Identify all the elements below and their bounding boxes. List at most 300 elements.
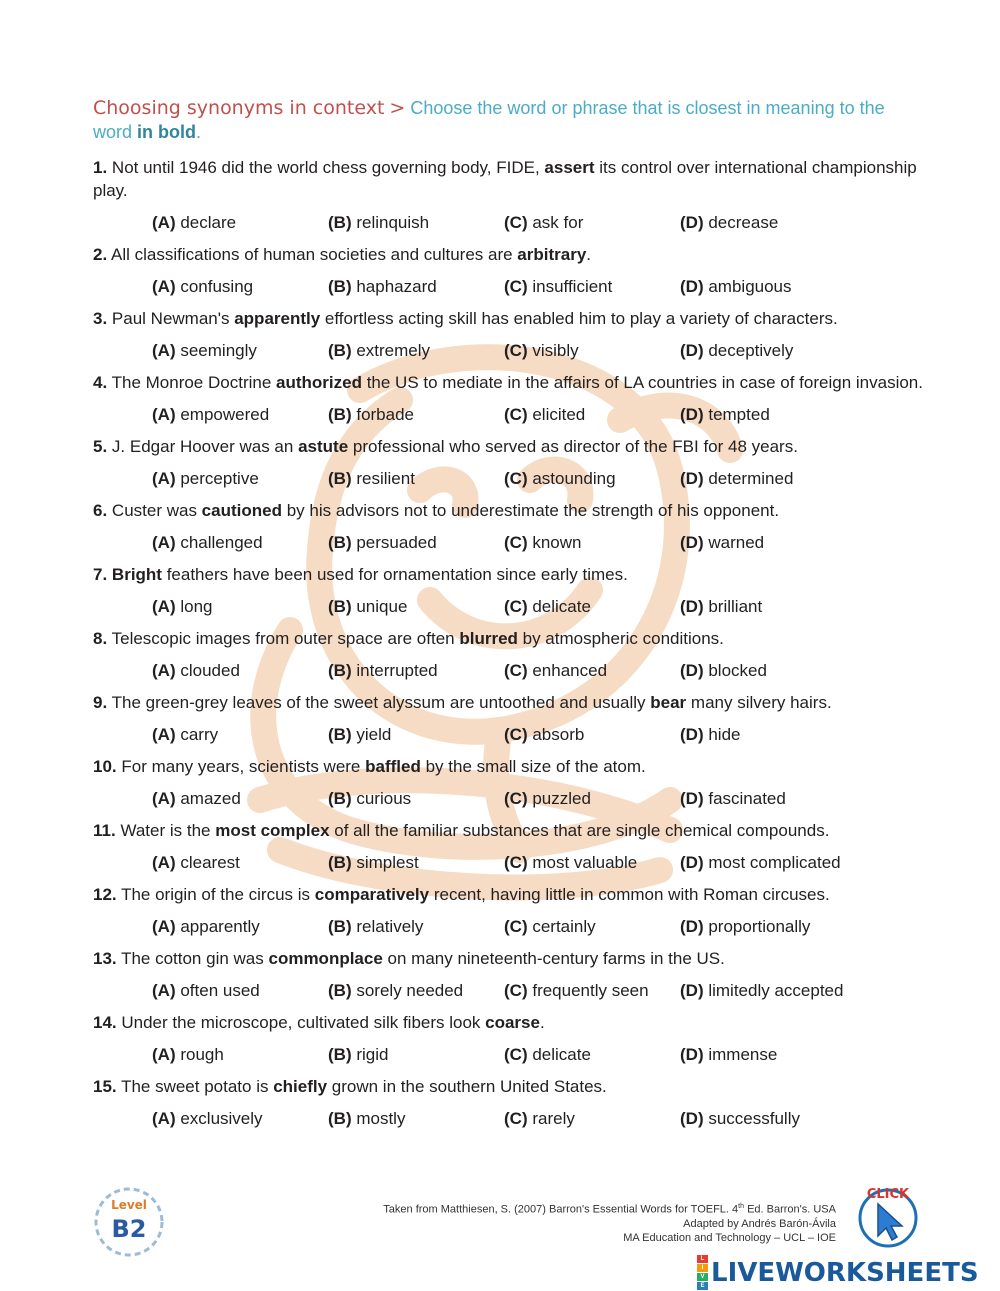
option-text: challenged [180,533,263,552]
option-text: known [532,533,582,552]
option-text: rigid [356,1045,389,1064]
option-letter: (D) [680,725,704,744]
question-pre: The sweet potato is [121,1077,274,1096]
question-pre: The green-grey leaves of the sweet alyssum are untoothed and usually [111,693,651,712]
question-pre: Paul Newman's [111,309,235,328]
question-keyword: blurred [459,629,518,648]
question-post: of all the familiar substances that are single chemical compounds. [329,821,830,840]
question-post: on many nineteenth-century farms in the US. [382,949,725,968]
option-text: haphazard [356,277,437,296]
question-pre: Custer was [111,501,202,520]
option-letter: (D) [680,405,704,424]
answer-option[interactable] [504,979,680,1002]
option-letter: (A) [152,341,176,360]
answer-option[interactable] [328,339,504,362]
answer-options [152,659,923,682]
option-letter: (B) [328,277,352,296]
option-letter: (D) [680,789,704,808]
question-keyword: apparently [234,309,321,328]
question-pre: The origin of the circus is [121,885,315,904]
question-number: 15. [93,1077,117,1096]
question-post: recent, having little in common with Roman circuses. [429,885,830,904]
question-keyword: arbitrary [517,245,587,264]
answer-option[interactable] [328,531,504,554]
question-number: 12. [93,885,117,904]
question-keyword: cautioned [201,501,282,520]
answer-option[interactable] [328,275,504,298]
answer-options [152,339,923,362]
option-letter: (A) [152,1109,176,1128]
answer-option[interactable] [504,723,680,746]
question-keyword: assert [544,158,595,177]
question-item [93,563,923,618]
answer-options [152,979,923,1002]
option-text: decrease [708,213,779,232]
answer-options [152,275,923,298]
question-text [93,499,923,522]
option-text: delicate [532,597,591,616]
option-text: successfully [708,1109,800,1128]
option-letter: (B) [328,533,352,552]
answer-options [152,787,923,810]
question-pre: Telescopic images from outer space are often [111,629,460,648]
question-post: its control over international championship play. [93,158,917,200]
answer-option[interactable] [152,467,328,490]
option-letter: (C) [504,1109,528,1128]
question-text [93,691,923,714]
option-text: rarely [532,1109,575,1128]
question-item [93,1011,923,1066]
question-item [93,307,923,362]
question-item [93,371,923,426]
answer-option[interactable] [504,915,680,938]
question-pre: All classifications of human societies and cultures are [110,245,518,264]
option-text: curious [356,789,412,808]
answer-option[interactable] [680,467,856,490]
option-text: puzzled [532,789,591,808]
question-text [93,947,923,970]
question-item [93,156,923,234]
level-badge [90,1183,168,1261]
answer-option[interactable] [328,403,504,426]
option-text: relatively [356,917,424,936]
answer-option[interactable] [680,915,856,938]
option-text: enhanced [532,661,608,680]
answer-option[interactable] [504,1043,680,1066]
option-letter: (A) [152,597,176,616]
answer-options [152,403,923,426]
question-item [93,243,923,298]
option-text: fascinated [708,789,786,808]
answer-option[interactable] [680,595,856,618]
option-letter: (C) [504,789,528,808]
question-number: 7. [93,565,108,584]
option-letter: (C) [504,341,528,360]
question-text [93,627,923,650]
answer-option[interactable] [328,595,504,618]
question-text [93,371,923,394]
question-item [93,627,923,682]
answer-option[interactable] [680,275,856,298]
question-post: by his advisors not to underestimate the strength of his opponent. [281,501,780,520]
option-letter: (B) [328,469,352,488]
question-text [93,819,923,842]
option-text: resilient [356,469,415,488]
answer-options [152,467,923,490]
question-keyword: baffled [365,757,421,776]
answer-option[interactable] [680,531,856,554]
option-text: empowered [180,405,270,424]
question-post: the US to mediate in the affairs of LA countries in case of foreign invasion. [361,373,923,392]
answer-option[interactable] [328,979,504,1002]
question-keyword: chiefly [273,1077,328,1096]
answer-option[interactable] [504,275,680,298]
option-text: astounding [532,469,616,488]
answer-option[interactable] [152,211,328,234]
option-text: confusing [180,277,254,296]
option-letter: (B) [328,1045,352,1064]
option-letter: (B) [328,213,352,232]
answer-option[interactable] [504,403,680,426]
option-letter: (C) [504,213,528,232]
question-pre: Under the microscope, cultivated silk fibers look [121,1013,486,1032]
question-number: 5. [93,437,108,456]
question-item [93,819,923,874]
option-letter: (A) [152,533,176,552]
question-text [93,1011,923,1034]
option-letter: (A) [152,853,176,872]
option-text: rough [180,1045,224,1064]
answer-option[interactable] [504,1107,680,1130]
option-text: determined [708,469,794,488]
question-number: 2. [93,245,108,264]
option-letter: (C) [504,725,528,744]
option-letter: (B) [328,981,352,1000]
option-text: yield [356,725,392,744]
option-letter: (B) [328,597,352,616]
option-text: declare [180,213,237,232]
answer-option[interactable] [152,1107,328,1130]
question-post: by atmospheric conditions. [517,629,724,648]
option-letter: (D) [680,533,704,552]
option-text: clearest [180,853,240,872]
answer-option[interactable] [328,723,504,746]
answer-option[interactable] [504,595,680,618]
option-text: warned [708,533,765,552]
option-text: delicate [532,1045,591,1064]
option-text: most complicated [708,853,841,872]
question-pre: J. Edgar Hoover was an [111,437,299,456]
option-letter: (A) [152,213,176,232]
option-letter: (A) [152,981,176,1000]
answer-option[interactable] [328,659,504,682]
answer-option[interactable] [680,211,856,234]
answer-option[interactable] [680,787,856,810]
option-letter: (B) [328,341,352,360]
answer-option[interactable] [152,275,328,298]
question-pre: Water is the [120,821,216,840]
option-letter: (A) [152,725,176,744]
live-badge: L I V E [697,1255,707,1290]
answer-option[interactable] [152,787,328,810]
option-text: most valuable [532,853,638,872]
option-letter: (C) [504,661,528,680]
question-number: 9. [93,693,108,712]
answer-option[interactable] [328,1043,504,1066]
credit-line-3: MA Education and Technology – UCL – IOE [623,1231,836,1244]
answer-options [152,1107,923,1130]
option-letter: (D) [680,1109,704,1128]
option-text: limitedly accepted [708,981,844,1000]
answer-option[interactable] [680,1043,856,1066]
title-arrow: > [389,97,406,119]
answer-option[interactable] [152,403,328,426]
answer-option[interactable] [504,787,680,810]
option-text: ambiguous [708,277,792,296]
option-text: seemingly [180,341,257,360]
option-letter: (B) [328,405,352,424]
option-text: amazed [180,789,241,808]
answer-option[interactable] [680,1107,856,1130]
instruction-end: . [196,122,202,142]
option-letter: (C) [504,981,528,1000]
option-text: exclusively [180,1109,263,1128]
answer-option[interactable] [152,659,328,682]
option-text: simplest [356,853,419,872]
credit-line-1: Taken from Matthiesen, S. (2007) Barron's Essential Words for TOEFL. 4th Ed. Barron's. USA [383,1203,836,1216]
option-text: persuaded [356,533,437,552]
option-text: deceptively [708,341,794,360]
option-letter: (B) [328,917,352,936]
option-text: clouded [180,661,240,680]
question-item [93,883,923,938]
question-number: 13. [93,949,117,968]
answer-option[interactable] [152,915,328,938]
option-letter: (A) [152,277,176,296]
question-keyword: authorized [276,373,362,392]
question-pre: The cotton gin was [121,949,269,968]
option-letter: (B) [328,725,352,744]
option-letter: (D) [680,597,704,616]
option-text: immense [708,1045,778,1064]
answer-options [152,723,923,746]
question-item [93,755,923,810]
option-text: hide [708,725,741,744]
option-letter: (D) [680,917,704,936]
source-credit [383,1200,836,1245]
option-text: insufficient [532,277,613,296]
answer-options [152,531,923,554]
option-letter: (C) [504,533,528,552]
option-text: interrupted [356,661,438,680]
option-letter: (C) [504,917,528,936]
answer-option[interactable] [680,659,856,682]
option-text: apparently [180,917,260,936]
option-letter: (A) [152,789,176,808]
question-number: 11. [93,821,116,840]
question-text [93,307,923,330]
question-text [93,156,923,202]
option-text: tempted [708,405,770,424]
answer-options [152,1043,923,1066]
option-letter: (D) [680,277,704,296]
option-letter: (A) [152,1045,176,1064]
option-letter: (C) [504,277,528,296]
option-letter: (A) [152,661,176,680]
question-number: 6. [93,501,108,520]
answer-option[interactable] [680,979,856,1002]
question-pre: Not until 1946 did the world chess governing body, FIDE, [111,158,545,177]
question-pre: For many years, scientists were [121,757,366,776]
option-letter: (C) [504,405,528,424]
option-letter: (D) [680,469,704,488]
option-text: unique [356,597,408,616]
answer-option[interactable] [152,851,328,874]
question-number: 14. [93,1013,117,1032]
question-number: 4. [93,373,108,392]
question-text [93,243,923,266]
question-pre: The Monroe Doctrine [111,373,277,392]
answer-option[interactable] [152,531,328,554]
answer-option[interactable] [328,787,504,810]
answer-option[interactable] [680,339,856,362]
question-text [93,435,923,458]
option-letter: (B) [328,1109,352,1128]
answer-option[interactable] [680,851,856,874]
question-item [93,499,923,554]
option-text: visibly [532,341,579,360]
section-title: Choosing synonyms in context [93,97,385,119]
answer-option[interactable] [152,979,328,1002]
question-list [93,156,923,1139]
option-letter: (D) [680,853,704,872]
answer-option[interactable] [152,1043,328,1066]
question-keyword: commonplace [268,949,383,968]
option-letter: (A) [152,405,176,424]
answer-options [152,595,923,618]
option-letter: (D) [680,981,704,1000]
question-post: . [539,1013,545,1032]
option-text: proportionally [708,917,811,936]
option-letter: (D) [680,341,704,360]
question-post: feathers have been used for ornamentation since early times. [161,565,628,584]
answer-option[interactable] [152,595,328,618]
level-value: B2 [111,1215,147,1243]
question-keyword: comparatively [314,885,430,904]
instruction-bold: in bold [137,122,197,142]
question-keyword: astute [298,437,349,456]
question-keyword: Bright [111,565,162,584]
answer-options [152,851,923,874]
option-text: ask for [532,213,584,232]
option-text: elicited [532,405,586,424]
question-text [93,563,923,586]
svg-text:CLICK: CLICK [866,1187,910,1202]
option-text: certainly [532,917,596,936]
option-text: frequently seen [532,981,649,1000]
answer-options [152,915,923,938]
answer-option[interactable] [152,723,328,746]
answer-option[interactable] [504,211,680,234]
liveworksheets-text: LIVEWORKSHEETS [711,1257,979,1288]
answer-option[interactable] [328,851,504,874]
question-post: effortless acting skill has enabled him to play a variety of characters. [320,309,838,328]
option-letter: (A) [152,917,176,936]
click-logo [848,1180,928,1250]
answer-option[interactable] [504,659,680,682]
question-number: 8. [93,629,108,648]
option-text: relinquish [356,213,430,232]
option-text: extremely [356,341,431,360]
question-item [93,691,923,746]
option-letter: (C) [504,853,528,872]
instructions-header [93,96,913,144]
option-text: absorb [532,725,585,744]
answer-option[interactable] [680,723,856,746]
answer-option[interactable] [680,403,856,426]
answer-option[interactable] [504,339,680,362]
option-letter: (B) [328,853,352,872]
question-post: grown in the southern United States. [327,1077,607,1096]
answer-options [152,211,923,234]
question-item [93,1075,923,1130]
level-label: Level [111,1198,147,1212]
option-letter: (C) [504,1045,528,1064]
question-post: . [586,245,592,264]
answer-option[interactable] [504,851,680,874]
option-text: forbade [356,405,415,424]
option-text: sorely needed [356,981,464,1000]
question-number: 1. [93,158,108,177]
question-post: professional who served as director of the FBI for 48 years. [348,437,798,456]
option-text: long [180,597,213,616]
option-text: mostly [356,1109,406,1128]
option-letter: (D) [680,661,704,680]
question-item [93,435,923,490]
option-letter: (B) [328,789,352,808]
answer-option[interactable] [152,339,328,362]
question-post: by the small size of the atom. [420,757,646,776]
question-text [93,883,923,906]
question-number: 10. [93,757,117,776]
answer-option[interactable] [328,1107,504,1130]
liveworksheets-logo [697,1255,979,1290]
instruction-text: Choose the word or phrase that is closest in meaning to the word [93,98,885,142]
option-text: often used [180,981,260,1000]
option-letter: (A) [152,469,176,488]
option-text: perceptive [180,469,259,488]
answer-option[interactable] [328,211,504,234]
answer-option[interactable] [328,915,504,938]
question-post: many silvery hairs. [686,693,832,712]
answer-option[interactable] [504,531,680,554]
question-text [93,1075,923,1098]
answer-option[interactable] [328,467,504,490]
option-text: blocked [708,661,767,680]
option-text: brilliant [708,597,763,616]
question-keyword: coarse [485,1013,540,1032]
option-letter: (D) [680,1045,704,1064]
option-letter: (C) [504,469,528,488]
question-text [93,755,923,778]
option-letter: (D) [680,213,704,232]
credit-line-2: Adapted by Andrés Barón-Ávila [683,1217,836,1230]
answer-option[interactable] [504,467,680,490]
question-keyword: most complex [215,821,330,840]
option-letter: (C) [504,597,528,616]
question-keyword: bear [650,693,687,712]
option-text: carry [180,725,219,744]
